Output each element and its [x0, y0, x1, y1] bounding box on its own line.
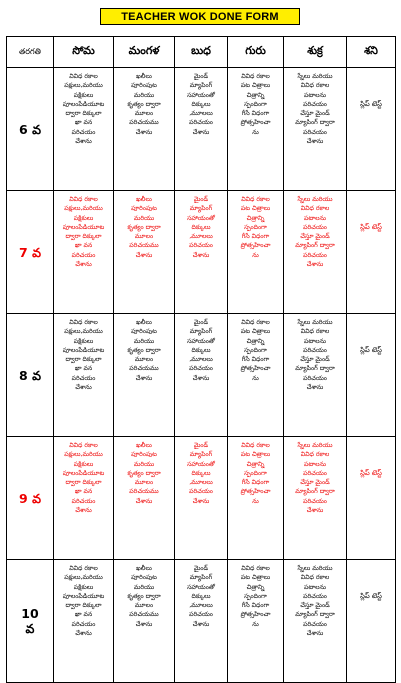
header-day-saturday: శని — [347, 37, 396, 68]
class-label: 10 వ — [7, 560, 54, 683]
table-row — [7, 560, 396, 683]
class-label: 7 వ — [7, 191, 54, 314]
header-row — [7, 37, 396, 68]
cell-saturday: స్లిప్ టెస్ట్ — [347, 560, 396, 683]
cell-friday: స్నేలు మరియు వివిధ రకాల పటాలను పరిచయం చేస్తూ మైండ్ మ్యాపింగ్ ద్వారా పరిచయం చేశాను — [284, 314, 347, 437]
cell-monday: వివిధ రకాల పక్షులు,మరియు పక్షికులు పూలంపేడియూట ద్వారా దిక్కులా ఖా వన పరిచయం చేశాను — [54, 314, 114, 437]
cell-tuesday: ఖలీలు పూరింపుట మరియు కృత్యం ద్వారా మూలం పరిచయము చేశాను — [114, 68, 175, 191]
cell-thursday: వివిధ రకాల పట చిత్రాలు చిత్రాన్ని స్పందింగా గీసే విధంగా ప్రోత్సహించా ను — [228, 314, 284, 437]
cell-wednesday: మైండ్ మ్యాపింగ్ సహాయంతో దిక్కులు ,మూలలు పరిచయం చేశాను — [175, 437, 228, 560]
cell-friday: స్నేలు మరియు వివిధ రకాల పటాలను పరిచయం చేస్తూ మైండ్ మ్యాపింగ్ ద్వారా పరిచయం చేశాను — [284, 437, 347, 560]
header-day-friday: శుక్ర — [284, 37, 347, 68]
cell-saturday: స్లిప్ టెస్ట్ — [347, 191, 396, 314]
table-row — [7, 68, 396, 191]
cell-tuesday: ఖలీలు పూరింపుట మరియు కృత్యం ద్వారా మూలం పరిచయము చేశాను — [114, 314, 175, 437]
cell-friday: స్నేలు మరియు వివిధ రకాల పటాలను పరిచయం చేస్తూ మైండ్ మ్యాపింగ్ ద్వారా పరిచయం చేశాను — [284, 68, 347, 191]
cell-thursday: వివిధ రకాల పట చిత్రాలు చిత్రాన్ని స్పందింగా గీసే విధంగా ప్రోత్సహించా ను — [228, 437, 284, 560]
cell-wednesday: మైండ్ మ్యాపింగ్ సహాయంతో దిక్కులు ,మూలలు పరిచయం చేశాను — [175, 68, 228, 191]
cell-monday: వివిధ రకాల పక్షులు,మరియు పక్షికులు పూలంపేడియూట ద్వారా దిక్కులా ఖా వన పరిచయం చేశాను — [54, 560, 114, 683]
cell-thursday: వివిధ రకాల పట చిత్రాలు చిత్రాన్ని స్పందింగా గీసే విధంగా ప్రోత్సహించా ను — [228, 68, 284, 191]
cell-wednesday: మైండ్ మ్యాపింగ్ సహాయంతో దిక్కులు ,మూలలు పరిచయం చేశాను — [175, 191, 228, 314]
cell-monday: వివిధ రకాల పక్షులు,మరియు పక్షికులు పూలంపేడియూట ద్వారా దిక్కులా ఖా వన పరిచయం చేశాను — [54, 437, 114, 560]
cell-wednesday: మైండ్ మ్యాపింగ్ సహాయంతో దిక్కులు ,మూలలు పరిచయం చేశాను — [175, 560, 228, 683]
cell-tuesday: ఖలీలు పూరింపుట మరియు కృత్యం ద్వారా మూలం పరిచయము చేశాను — [114, 560, 175, 683]
form-title: TEACHER WOK DONE FORM — [100, 8, 300, 25]
class-label: 9 వ — [7, 437, 54, 560]
cell-saturday: స్లిప్ టెస్ట్ — [347, 314, 396, 437]
header-day-wednesday: బుధ — [175, 37, 228, 68]
cell-tuesday: ఖలీలు పూరింపుట మరియు కృత్యం ద్వారా మూలం పరిచయము చేశాను — [114, 437, 175, 560]
cell-monday: వివిధ రకాల పక్షులు,మరియు పక్షికులు పూలంపేడియూట ద్వారా దిక్కులా ఖా వన పరిచయం చేశాను — [54, 68, 114, 191]
cell-friday: స్నేలు మరియు వివిధ రకాల పటాలను పరిచయం చేస్తూ మైండ్ మ్యాపింగ్ ద్వారా పరిచయం చేశాను — [284, 560, 347, 683]
cell-thursday: వివిధ రకాల పట చిత్రాలు చిత్రాన్ని స్పందింగా గీసే విధంగా ప్రోత్సహించా ను — [228, 560, 284, 683]
table-row — [7, 314, 396, 437]
cell-saturday: స్లిప్ టెస్ట్ — [347, 68, 396, 191]
class-label: 6 వ — [7, 68, 54, 191]
work-done-table — [6, 36, 396, 683]
cell-wednesday: మైండ్ మ్యాపింగ్ సహాయంతో దిక్కులు ,మూలలు పరిచయం చేశాను — [175, 314, 228, 437]
cell-saturday: స్లిప్ టెస్ట్ — [347, 437, 396, 560]
cell-tuesday: ఖలీలు పూరింపుట మరియు కృత్యం ద్వారా మూలం పరిచయము చేశాను — [114, 191, 175, 314]
class-label: 8 వ — [7, 314, 54, 437]
header-day-tuesday: మంగళ — [114, 37, 175, 68]
cell-monday: వివిధ రకాల పక్షులు,మరియు పక్షికులు పూలంపేడియూట ద్వారా దిక్కులా ఖా వన పరిచయం చేశాను — [54, 191, 114, 314]
header-day-thursday: గురు — [228, 37, 284, 68]
table-row — [7, 437, 396, 560]
header-class: తరగతి — [7, 37, 54, 68]
table-row — [7, 191, 396, 314]
cell-thursday: వివిధ రకాల పట చిత్రాలు చిత్రాన్ని స్పందింగా గీసే విధంగా ప్రోత్సహించా ను — [228, 191, 284, 314]
cell-friday: స్నేలు మరియు వివిధ రకాల పటాలను పరిచయం చేస్తూ మైండ్ మ్యాపింగ్ ద్వారా పరిచయం చేశాను — [284, 191, 347, 314]
header-day-monday: సోమ — [54, 37, 114, 68]
